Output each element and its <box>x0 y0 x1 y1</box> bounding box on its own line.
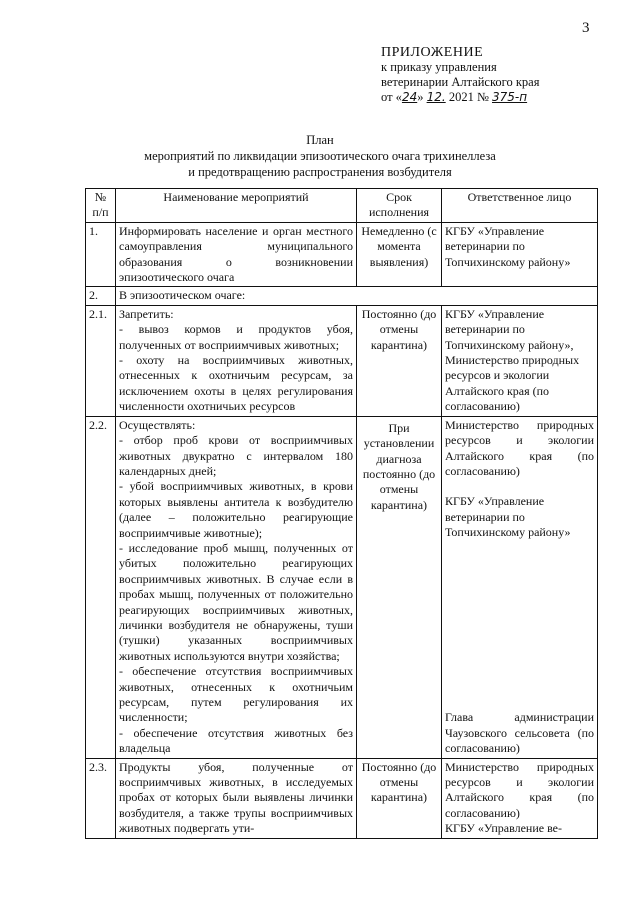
measure-line: - охоту на восприимчивых животных, отнесенных к охотничьим ресурсам, за исключением охоты в целях регулирования численности охотничьих ресурсов <box>119 353 353 414</box>
title-line-3: и предотвращению распространения возбудителя <box>188 165 452 179</box>
responsible-line: КГБУ «Управление ветеринарии по Топчихинскому району», <box>445 306 574 352</box>
responsible-line: Министерство природных ресурсов и экологии Алтайского края (по согласованию) <box>445 353 580 414</box>
appendix-date-line <box>381 90 539 105</box>
date-separator: » <box>417 90 427 104</box>
row-number: 2.2. <box>86 416 116 758</box>
measures-table <box>85 188 598 839</box>
title-line-2: мероприятий по ликвидации эпизоотического очага трихинеллеза <box>144 149 496 163</box>
measure-line: - убой восприимчивых животных, в крови которых выявлены антитела к возбудителю (далее – положительно реагирующие восприимчивые животные); <box>119 479 353 540</box>
header-responsible: Ответственное лицо <box>442 189 598 223</box>
responsible-line: Глава администрации Чаузовского сельсовета (по согласованию) <box>445 710 594 756</box>
table-row <box>86 305 598 416</box>
row-responsible <box>442 758 598 838</box>
responsible-line: КГБУ «Управление ве- <box>445 821 563 836</box>
appendix-title: ПРИЛОЖЕНИЕ <box>381 45 484 60</box>
row-measure: Информировать население и орган местного самоуправления муниципального образования о возникновении эпизоотического очага <box>116 222 357 287</box>
measure-line: Запретить: <box>119 306 174 321</box>
row-term: Немедленно (с момента выявления) <box>357 222 442 287</box>
appendix-line-1: к приказу управления <box>381 60 497 74</box>
responsible-line: Министерство природных ресурсов и экологии Алтайского края (по согласованию) <box>445 417 594 478</box>
page-number: 3 <box>582 20 590 36</box>
title-line-1: План <box>306 133 334 147</box>
header-term: Срок исполнения <box>357 189 442 223</box>
handwritten-month: 12. <box>426 90 446 104</box>
row-term: Постоянно (до отмены карантина) <box>357 758 442 838</box>
row-responsible: КГБУ «Управление ветеринарии по Топчихинскому району» <box>442 222 598 287</box>
date-prefix: от « <box>381 90 402 104</box>
row-measure <box>116 416 357 758</box>
appendix-line-2: ветеринарии Алтайского края <box>381 75 540 89</box>
measure-line: - отбор проб крови от восприимчивых животных двукратно с интервалом 180 календарных дней; <box>119 433 353 478</box>
row-section-heading: В эпизоотическом очаге: <box>116 287 598 305</box>
header-name: Наименование мероприятий <box>116 189 357 223</box>
row-number: 2.3. <box>86 758 116 838</box>
measure-line: - обеспечение отсутствия восприимчивых животных, отнесенных к охотничьим ресурсам, путем регулирования их численности; <box>119 664 353 725</box>
row-responsible <box>442 305 598 416</box>
measure-line: - обеспечение отсутствия животных без владельца <box>119 725 353 756</box>
document-title <box>0 132 640 180</box>
year-and-number-label: 2021 № <box>445 90 492 104</box>
appendix-header <box>381 45 539 105</box>
row-measure: Продукты убоя, полученные от восприимчивых животных, в исследуемых пробах от которых были выявлены личинки возбудителя, а также трупы восприимчивых животных подвергать ути- <box>116 758 357 838</box>
responsible-line: Министерство природных ресурсов и экологии Алтайского края (по согласованию) <box>445 759 594 820</box>
table-row <box>86 416 598 758</box>
measure-line: - исследование проб мышц, полученных от убитых положительно реагирующих восприимчивых животных. В случае если в пробах мышц, полученных от положительно реагирующих восприимчивых животных, личинки возбудителя не обнаружены, туши (тушки) указанных восприимчивых животных используются внутри хозяйства; <box>119 540 353 663</box>
row-measure <box>116 305 357 416</box>
row-number: 2. <box>86 287 116 305</box>
row-responsible <box>442 416 598 758</box>
row-term: При установлении диагноза постоянно (до отмены карантина) <box>357 416 442 758</box>
row-number: 2.1. <box>86 305 116 416</box>
header-num: № п/п <box>86 189 116 223</box>
measure-line: - вывоз кормов и продуктов убоя, полученных от восприимчивых животных; <box>119 322 353 352</box>
row-term: Постоянно (до отмены карантина) <box>357 305 442 416</box>
table-row <box>86 758 598 838</box>
table-row <box>86 287 598 305</box>
handwritten-order-number: 375-п <box>492 90 528 104</box>
handwritten-day: 24 <box>401 90 418 104</box>
row-number: 1. <box>86 222 116 287</box>
measure-line: Осуществлять: <box>119 417 196 432</box>
responsible-line: КГБУ «Управление ветеринарии по Топчихинскому району» <box>445 494 571 540</box>
table-row <box>86 222 598 287</box>
table-header-row <box>86 189 598 223</box>
